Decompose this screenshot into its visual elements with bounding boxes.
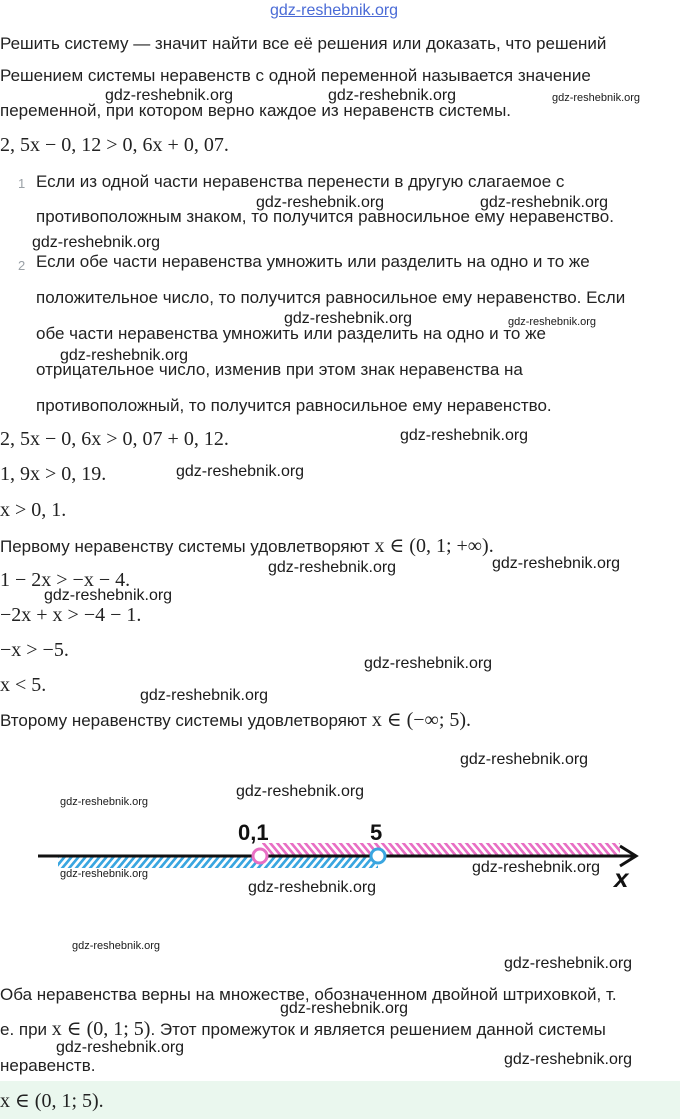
rule-1-line-2: противоположным знаком, то получится равносильное ему неравенство. <box>36 207 614 226</box>
first-conclusion-math: x ∈ (0, 1; +∞). <box>374 535 494 557</box>
step-2-1: 1 − 2x > −x − 4. <box>0 569 131 591</box>
rule-2-line-4: отрицательное число, изменив при этом знак неравенства на <box>36 360 523 379</box>
rule-2-line-1: Если обе части неравенства умножить или разделить на одно и то же <box>36 252 590 271</box>
inequality-1: 2, 5x − 0, 12 > 0, 6x + 0, 07. <box>0 134 229 156</box>
first-conclusion-text: Первому неравенству системы удовлетворяют <box>0 537 375 556</box>
blue-hatch-region <box>58 856 378 868</box>
watermark: gdz-reshebnik.org <box>400 427 529 444</box>
watermark: gdz-reshebnik.org <box>280 1000 409 1017</box>
answer-box <box>0 1081 680 1119</box>
watermark: gdz-reshebnik.org <box>248 879 377 896</box>
watermark: gdz-reshebnik.org <box>364 655 493 672</box>
rule-2-line-5: противоположный, то получится равносильное ему неравенство. <box>36 396 552 415</box>
pink-hatch-region <box>262 843 620 855</box>
final-line-2-rest: . Этот промежуток и является решением данной системы <box>150 1020 606 1039</box>
watermark: gdz-reshebnik.org <box>460 751 589 768</box>
final-line-1: Оба неравенства верны на множестве, обозначенном двойной штриховкой, т. <box>0 985 617 1004</box>
final-line-3: неравенств. <box>0 1056 96 1075</box>
rule-2-line-3: обе части неравенства умножить или разделить на одно и то же <box>36 324 546 343</box>
rule-1-line-1: Если из одной части неравенства перенести в другую слагаемое с <box>36 172 565 191</box>
watermark: gdz-reshebnik.org <box>56 1039 185 1056</box>
watermark: gdz-reshebnik.org <box>236 783 365 800</box>
final-line-2 <box>0 1018 606 1040</box>
step-2-2: −2x + x > −4 − 1. <box>0 604 142 626</box>
final-line-2-text: е. при <box>0 1020 52 1039</box>
watermark: gdz-reshebnik.org <box>256 194 385 211</box>
watermark: gdz-reshebnik.org <box>268 559 397 576</box>
intro-line-2: Решением системы неравенств с одной переменной называется значение <box>0 66 591 85</box>
watermark: gdz-reshebnik.org <box>492 555 621 572</box>
axis-label: x <box>614 863 629 893</box>
step-2-4: x < 5. <box>0 674 47 696</box>
open-point-a <box>253 849 267 863</box>
watermark: gdz-reshebnik.org <box>105 87 234 104</box>
answer: x ∈ (0, 1; 5). <box>0 1090 104 1112</box>
second-conclusion <box>0 709 471 731</box>
intro-line-3: переменной, при котором верно каждое из неравенств системы. <box>0 101 512 120</box>
second-conclusion-text: Второму неравенству системы удовлетворяют <box>0 711 372 730</box>
watermark: gdz-reshebnik.org <box>504 1051 633 1068</box>
point-b-label: 5 <box>370 820 383 845</box>
watermark: gdz-reshebnik.org <box>140 687 269 704</box>
rule-2-line-2: положительное число, то получится равносильное ему неравенство. Если <box>36 288 626 307</box>
watermark: gdz-reshebnik.org <box>504 955 633 972</box>
watermark: gdz-reshebnik.org <box>328 87 457 104</box>
watermark: gdz-reshebnik.org <box>508 316 597 328</box>
watermark: gdz-reshebnik.org <box>284 310 413 327</box>
open-point-b <box>371 849 385 863</box>
watermark-top[interactable]: gdz-reshebnik.org <box>270 2 399 19</box>
intro-line-1: Решить систему — значит найти все её решения или доказать, что решений <box>0 34 607 53</box>
first-conclusion <box>0 535 494 557</box>
watermark: gdz-reshebnik.org <box>44 587 173 604</box>
watermark: gdz-reshebnik.org <box>60 347 189 364</box>
step-2-3: −x > −5. <box>0 639 69 661</box>
second-conclusion-math: x ∈ (−∞; 5). <box>371 709 472 731</box>
step-1-1: 2, 5x − 0, 6x > 0, 07 + 0, 12. <box>0 428 229 450</box>
watermark: gdz-reshebnik.org <box>32 234 161 251</box>
final-line-2-math: x ∈ (0, 1; 5) <box>51 1018 151 1040</box>
point-a-label: 0,1 <box>238 820 269 845</box>
watermark: gdz-reshebnik.org <box>60 868 149 880</box>
watermark: gdz-reshebnik.org <box>480 194 609 211</box>
rule-number-2: 2 <box>18 258 26 273</box>
watermark: gdz-reshebnik.org <box>552 92 641 104</box>
step-1-2: 1, 9x > 0, 19. <box>0 463 107 485</box>
watermark: gdz-reshebnik.org <box>176 463 305 480</box>
rule-number-1: 1 <box>18 176 26 191</box>
watermark: gdz-reshebnik.org <box>60 796 149 808</box>
watermark: gdz-reshebnik.org <box>472 859 601 876</box>
step-1-3: x > 0, 1. <box>0 499 67 521</box>
watermark: gdz-reshebnik.org <box>72 940 161 952</box>
